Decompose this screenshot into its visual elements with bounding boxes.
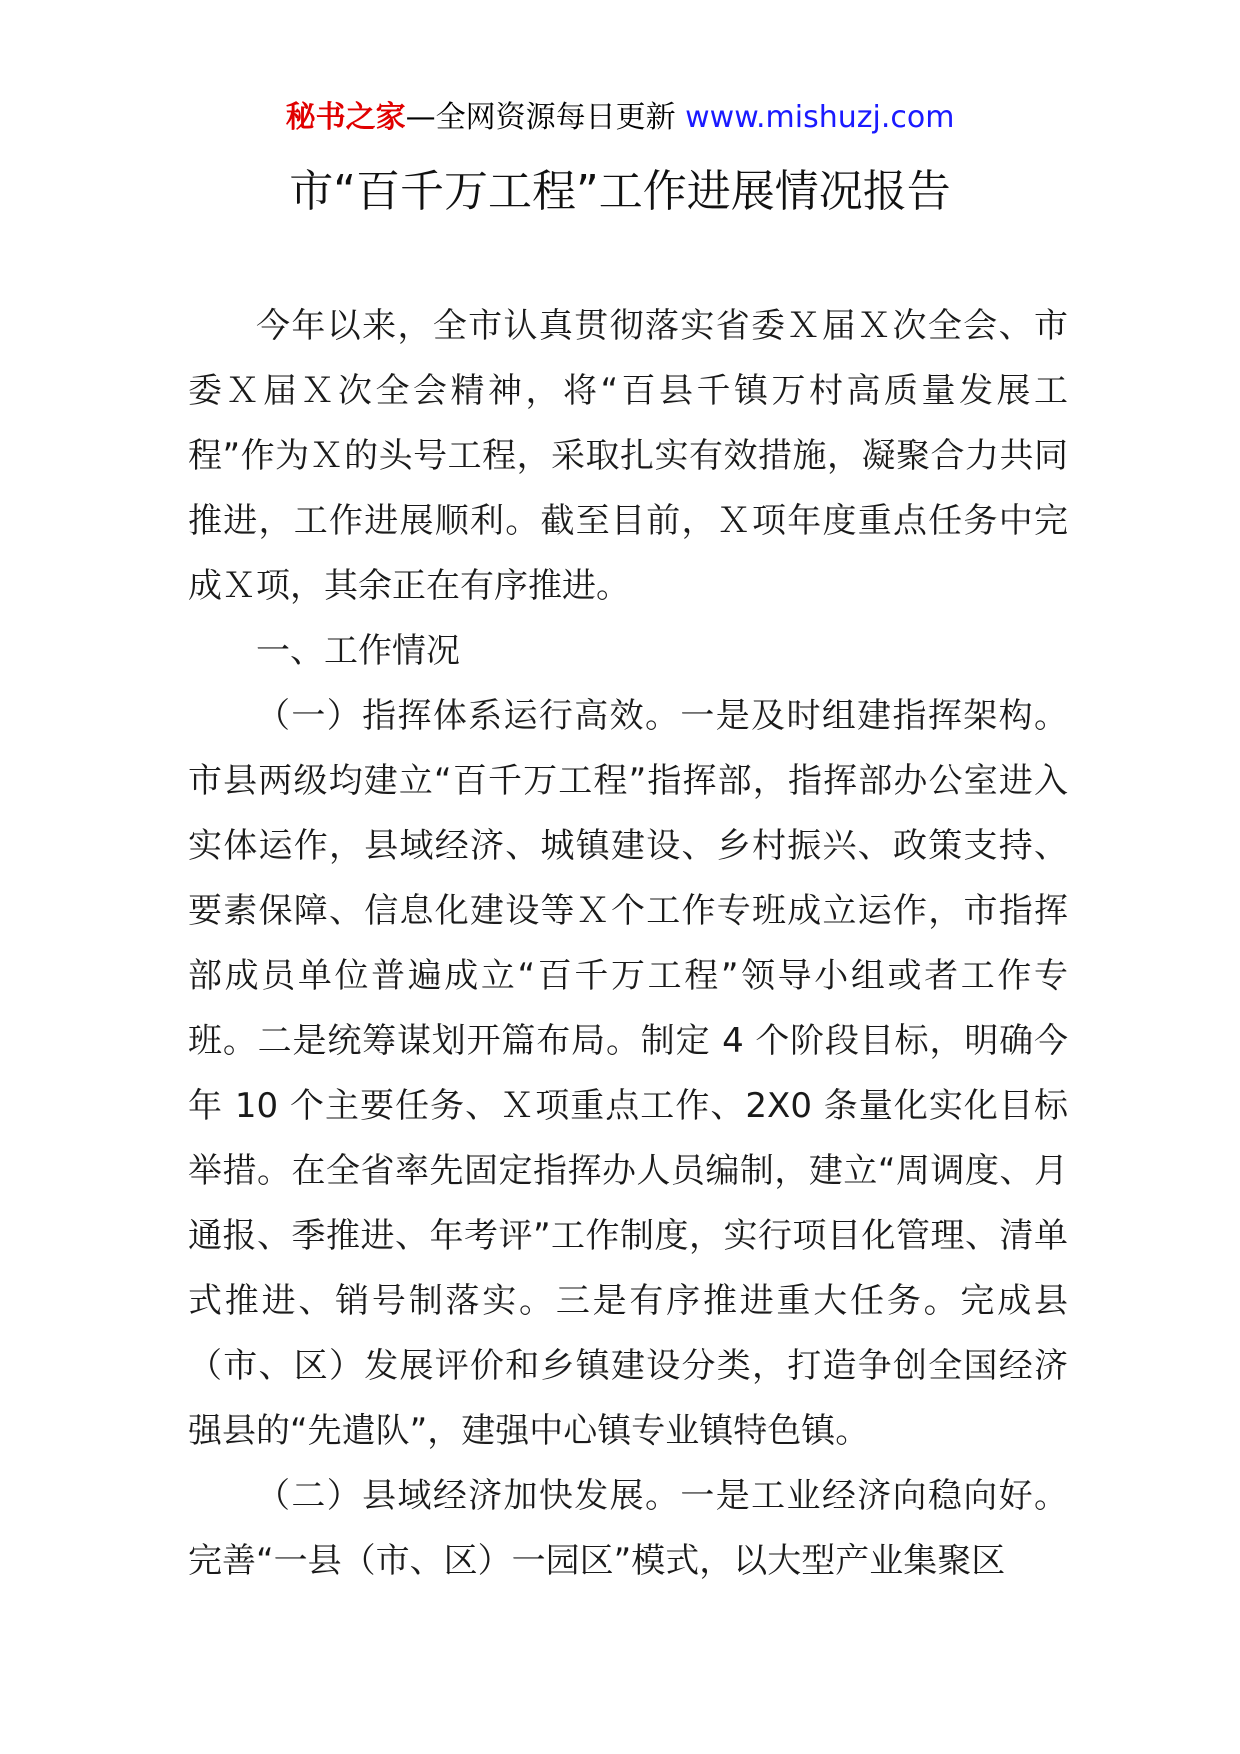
section-heading-work-status: 一、工作情况 [256, 631, 460, 671]
paragraph-command-system: （一）指挥体系运行高效。一是及时组建指挥架构。市县两级均建立“百千万工程”指挥部，指挥部办公室进入实体运作，县域经济、城镇建设、乡村振兴、政策支持、要素保障、信息化建设等Ｘ个工作专班成立运作，市指挥部成员单位普遍成立“百千万工程”领导小组或者工作专班。二是统筹谋划开篇布局。制定 4 个阶段目标，明确今年 10 个主要任务、Ｘ项重点工作、2X0 条量化实化目标举措。在全省率先固定指挥办人员编制，建立“周调度、月通报、季推进、年考评”工作制度，实行项目化管理、清单式推进、销号制落实。三是有序推进重大任务。完成县（市、区）发展评价和乡镇建设分类，打造争创全国经济强县的“先遣队”，建强中心镇专业镇特色镇。 [188, 696, 1068, 1451]
document-body [188, 294, 1068, 1594]
brand-name: 秘书之家 [285, 100, 406, 135]
site-url-link[interactable]: www.mishuzj.com [685, 100, 955, 135]
paragraph-county-economy: （二）县域经济加快发展。一是工业经济向稳向好。完善“一县（市、区）一园区”模式，以大型产业集聚区 [188, 1476, 1068, 1581]
site-tagline: —全网资源每日更新 [405, 100, 676, 135]
site-header [0, 98, 1240, 138]
paragraph-intro: 今年以来，全市认真贯彻落实省委Ｘ届Ｘ次全会、市委Ｘ届Ｘ次全会精神，将“百县千镇万村高质量发展工程”作为Ｘ的头号工程，采取扎实有效措施，凝聚合力共同推进，工作进展顺利。截至目前，Ｘ项年度重点任务中完成Ｘ项，其余正在有序推进。 [188, 306, 1068, 606]
document-title: 市“百千万工程”工作进展情况报告 [289, 166, 951, 217]
